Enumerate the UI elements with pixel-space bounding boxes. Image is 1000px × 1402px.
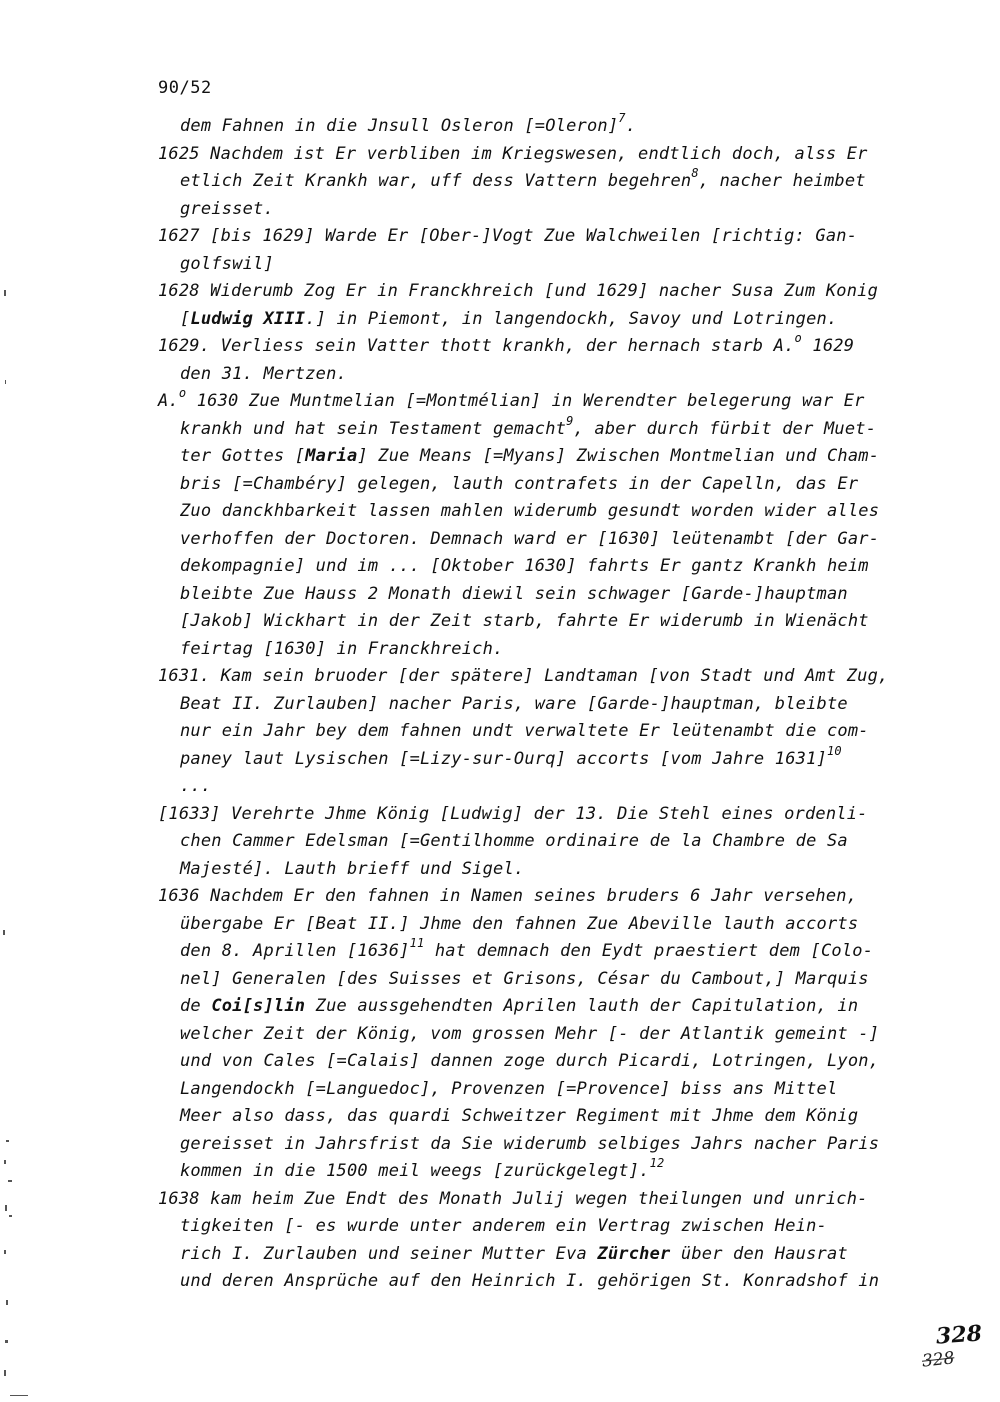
text-line: [158, 413, 938, 444]
text-run: nur ein Jahr bey dem fahnen undt verwaltete Er leütenambt die com-: [180, 721, 869, 741]
text-line: [158, 553, 938, 581]
text-line: [158, 196, 938, 224]
text-run: tigkeiten [- es wurde unter anderem ein Vertrag zwischen Hein-: [180, 1216, 827, 1236]
text-run: ...: [180, 776, 212, 796]
bold-name: Ludwig XIII: [190, 308, 306, 329]
text-line: [158, 993, 938, 1021]
text-run: 1638 kam heim Zue Endt des Monath Julij wegen theilungen und unrich-: [158, 1188, 868, 1209]
text-line: [158, 856, 938, 884]
text-run: Zue aussgehendten Aprilen lauth der Capitulation, in: [305, 996, 859, 1016]
text-run: ] Zue Means [=Myans] Zwischen Montmelian und Cham-: [357, 446, 880, 466]
text-line: [158, 443, 938, 471]
text-line: [158, 251, 938, 279]
text-run: 1630 Zue Muntmelian [=Montmélian] in Werendter belegerung war Er: [186, 391, 865, 411]
text-run: 1628 Widerumb Zog Er in Franckhreich [und 1629] nacher Susa Zum Konig: [158, 281, 879, 301]
text-line: [158, 333, 938, 361]
text-run: nel] Generalen [des Suisses et Grisons, César du Cambout,] Marquis: [180, 968, 869, 989]
scan-edge-marks: [0, 0, 30, 1402]
text-line: [158, 581, 938, 609]
text-run: dekompagnie] und im ... [Oktober 1630] fahrts Er gantz Krankh heim: [180, 556, 869, 576]
text-line: [158, 663, 938, 691]
text-run: ter Gottes [: [180, 446, 306, 466]
footnote-marker: 11: [409, 936, 425, 951]
bold-name: Coi[s]lin: [211, 996, 306, 1016]
text-line: [158, 223, 938, 251]
text-run: 1629. Verliess sein Vatter thott krankh, der hernach starb A.: [158, 336, 795, 356]
text-run: gereisset in Jahrsfrist da Sie widerumb selbiges Jahrs nacher Paris: [180, 1133, 880, 1154]
text-run: paney laut Lysischen [=Lizy-sur-Ourq] accorts [vom Jahre 1631]: [180, 748, 827, 769]
text-line: [158, 526, 938, 554]
text-run: übergabe Er [Beat II.] Jhme den fahnen Zue Abeville lauth accorts: [180, 913, 859, 934]
text-run: etlich Zeit Krankh war, uff dess Vattern begehren: [180, 171, 692, 191]
text-run: verhoffen der Doctoren. Demnach ward er [1630] leütenambt [der Gar-: [180, 528, 880, 549]
text-line: [158, 1048, 938, 1076]
text-run: Majesté]. Lauth brieff und Sigel.: [180, 858, 525, 879]
text-line: [158, 718, 938, 746]
text-run: und von Cales [=Calais] dannen zoge durch Picardi, Lotringen, Lyon,: [180, 1051, 880, 1071]
text-line: [158, 743, 938, 774]
text-run: dem Fahnen in die Jnsull Osleron [=Oleron]: [180, 116, 619, 136]
text-run: , aber durch fürbit der Muet-: [573, 418, 877, 439]
text-run: .] in Piemont, in langendockh, Savoy und Lotringen.: [305, 308, 838, 329]
text-line: [158, 828, 938, 856]
text-run: feirtag [1630] in Franckhreich.: [180, 638, 504, 659]
text-line: [158, 1021, 938, 1049]
text-line: [158, 361, 938, 389]
text-line: [158, 1186, 938, 1214]
transcription-body: [158, 113, 938, 1296]
text-run: Zuo danckhbarkeit lassen mahlen widerumb gesundt worden wider alles: [180, 501, 880, 521]
text-line: [158, 966, 938, 994]
text-run: den 8. Aprillen [1636]: [180, 941, 410, 961]
text-run: Langendockh [=Languedoc], Provenzen [=Provence] biss ans Mittel: [180, 1078, 838, 1099]
text-run: greisset.: [180, 198, 274, 219]
text-run: bleibte Zue Hauss 2 Monath diewil sein schwager [Garde-]hauptman: [180, 583, 848, 604]
text-run: und deren Ansprüche auf den Heinrich I. gehörigen St. Konradshof in: [180, 1271, 880, 1291]
text-line: [158, 1103, 938, 1131]
text-line: [158, 1131, 938, 1159]
text-run: über den Hausrat: [670, 1243, 848, 1264]
text-line: [158, 278, 938, 306]
text-run: de: [180, 996, 212, 1016]
footnote-marker: 9: [566, 413, 574, 428]
text-line: [158, 113, 938, 141]
text-run: kommen in die 1500 meil weegs [zurückgelegt].: [180, 1161, 650, 1181]
text-line: [158, 608, 938, 636]
text-line: [158, 801, 938, 829]
text-run: [Jakob] Wickhart in der Zeit starb, fahrte Er widerumb in Wienächt: [180, 611, 869, 631]
handwritten-page-number: 328: [935, 1320, 983, 1350]
text-run: .: [625, 116, 637, 136]
text-run: krankh und hat sein Testament gemacht: [180, 418, 567, 439]
text-run: rich I. Zurlauben und seiner Mutter Eva: [180, 1243, 598, 1264]
text-line: [158, 636, 938, 664]
text-run: hat demnach den Eydt praestiert dem [Colo-: [424, 941, 874, 961]
text-line: [158, 471, 938, 499]
text-run: bris [=Chambéry] gelegen, lauth contrafets in der Capelln, das Er: [180, 473, 859, 494]
text-line: [158, 141, 938, 169]
text-run: 1636 Nachdem Er den fahnen in Namen seines bruders 6 Jahr versehen,: [158, 886, 858, 906]
text-run: 1625 Nachdem ist Er verbliben im Kriegswesen, endtlich doch, alss Er: [158, 143, 868, 164]
handwritten-old-page-number: 328: [921, 1348, 956, 1372]
text-run: 1631. Kam sein bruoder [der spätere] Landtaman [von Stadt und Amt Zug,: [158, 666, 889, 686]
bold-name: Maria: [305, 446, 358, 466]
text-line: [158, 911, 938, 939]
text-run: chen Cammer Edelsman [=Gentilhomme ordinaire de la Chambre de Sa: [180, 831, 848, 851]
page-identifier: 90/52: [158, 78, 212, 98]
text-line: [158, 498, 938, 526]
text-line: [158, 773, 938, 801]
text-line: [158, 168, 938, 196]
text-run: A.: [158, 391, 179, 411]
footnote-marker: o: [794, 331, 802, 346]
text-run: , nacher heimbet: [698, 171, 866, 191]
text-run: golfswil]: [180, 253, 274, 274]
text-line: [158, 1158, 938, 1186]
text-run: 1627 [bis 1629] Warde Er [Ober-]Vogt Zue Walchweilen [richtig: Gan-: [158, 226, 858, 246]
text-run: Meer also dass, das quardi Schweitzer Regiment mit Jhme dem König: [180, 1106, 859, 1126]
text-line: [158, 1213, 938, 1241]
text-line: [158, 388, 938, 416]
text-run: Beat II. Zurlauben] nacher Paris, ware [Garde-]hauptman, bleibte: [180, 693, 848, 714]
footnote-marker: o: [178, 386, 187, 401]
text-line: [158, 1241, 938, 1269]
text-line: [158, 1268, 938, 1296]
text-line: [158, 691, 938, 719]
footnote-marker: 12: [649, 1156, 665, 1171]
text-line: [158, 306, 938, 334]
text-line: [158, 1076, 938, 1104]
text-line: [158, 938, 938, 966]
footnote-marker: 10: [826, 743, 842, 758]
text-run: 1629: [801, 336, 855, 356]
text-run: [1633] Verehrte Jhme König [Ludwig] der 13. Die Stehl eines ordenli-: [158, 803, 868, 824]
text-run: welcher Zeit der König, vom grossen Mehr [- der Atlantik gemeint -]: [180, 1023, 880, 1044]
footnote-marker: 8: [691, 166, 699, 181]
footnote-marker: 7: [618, 111, 626, 126]
bold-name: Zürcher: [597, 1243, 671, 1264]
text-line: [158, 883, 938, 911]
text-run: [: [180, 308, 191, 329]
text-run: den 31. Mertzen.: [180, 363, 347, 384]
